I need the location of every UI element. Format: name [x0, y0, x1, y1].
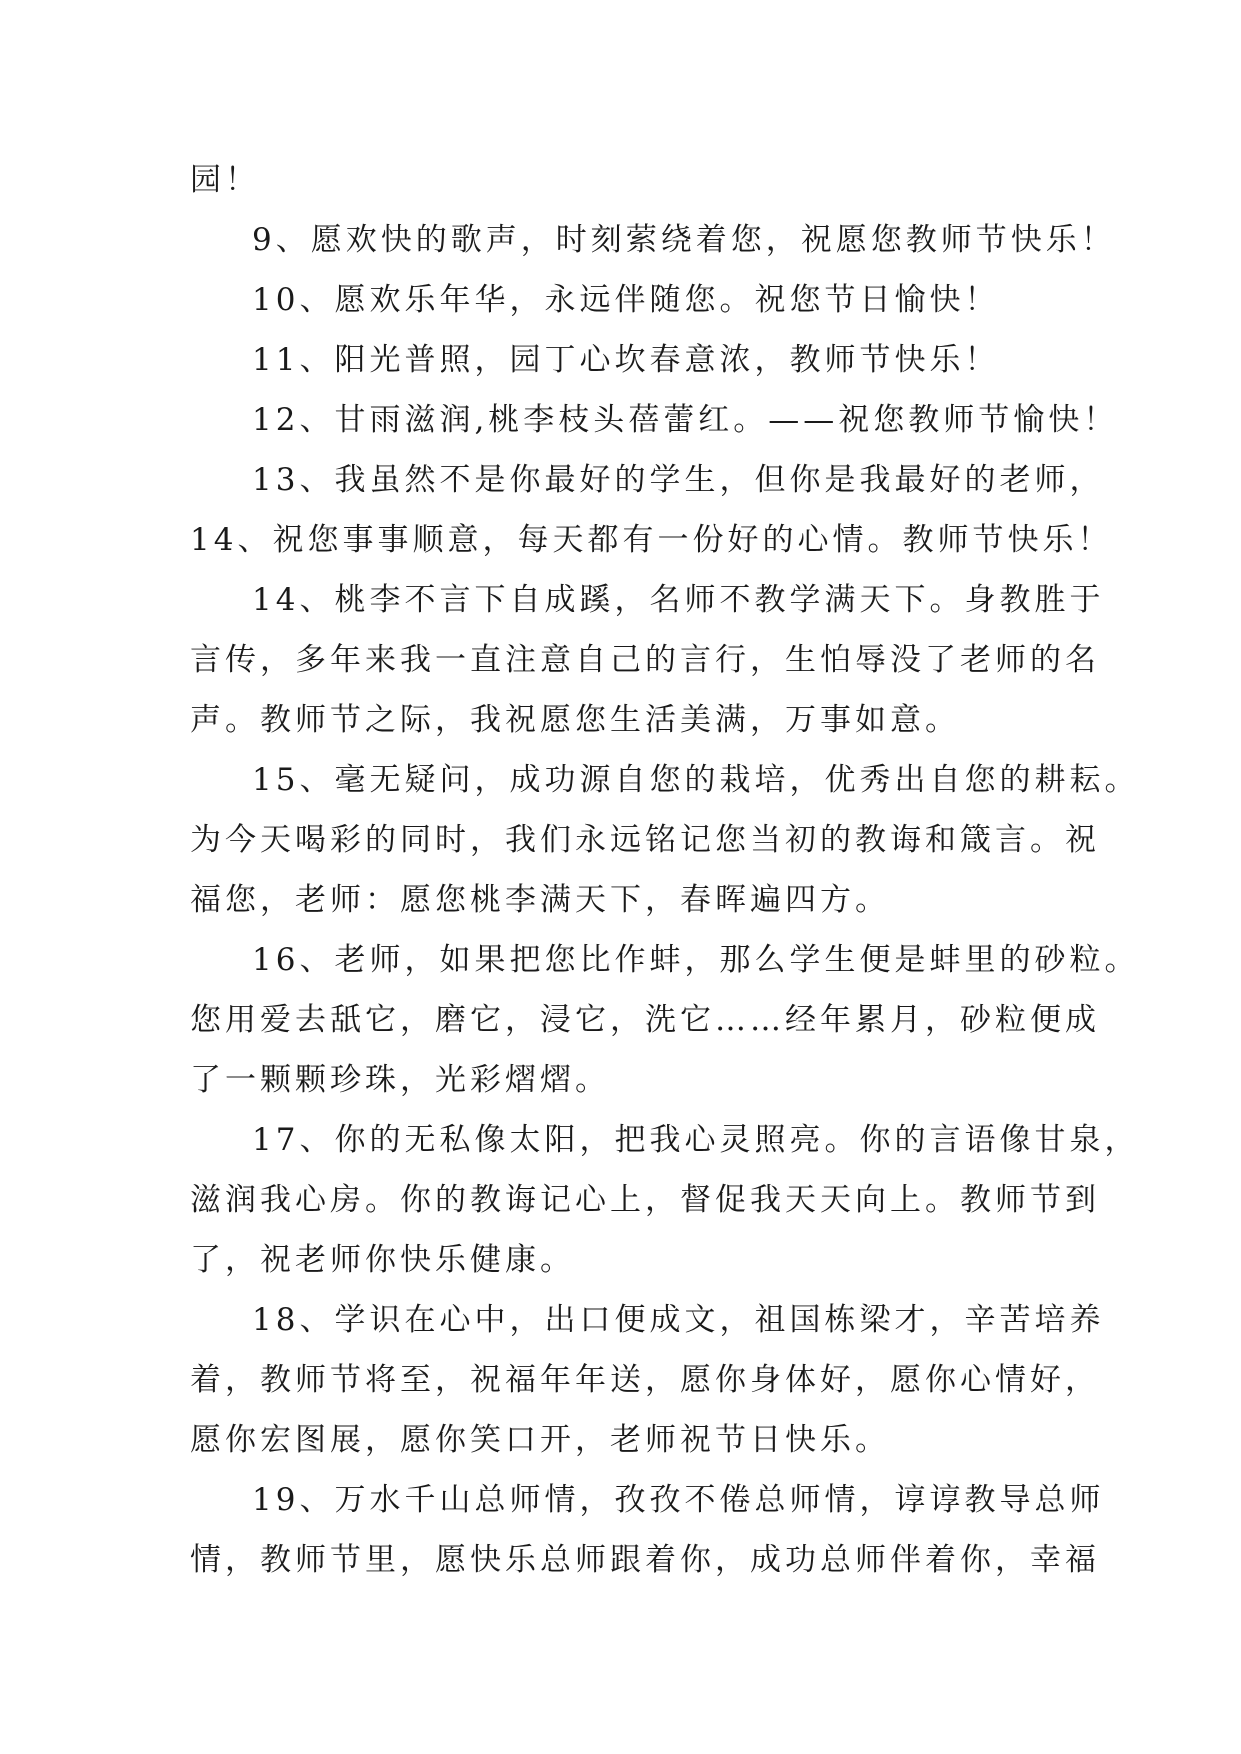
text-line: 19、万水千山总师情，孜孜不倦总师情，谆谆教导总师 — [252, 1482, 1105, 1518]
text-line: 12、甘雨滋润,桃李枝头蓓蕾红。——祝您教师节愉快！ — [252, 402, 1119, 438]
text-line: 声。教师节之际，我祝愿您生活美满，万事如意。 — [190, 702, 960, 738]
text-line: 为今天喝彩的同时，我们永远铭记您当初的教诲和箴言。祝 — [190, 822, 1100, 858]
text-line: 14、祝您事事顺意，每天都有一份好的心情。教师节快乐！ — [190, 522, 1113, 558]
text-line: 15、毫无疑问，成功源自您的栽培，优秀出自您的耕耘。 — [252, 762, 1140, 798]
text-line: 您用爱去舐它，磨它，浸它，洗它……经年累月，砂粒便成 — [190, 1002, 1100, 1038]
text-line: 16、老师，如果把您比作蚌，那么学生便是蚌里的砂粒。 — [252, 942, 1140, 978]
text-line: 福您，老师：愿您桃李满天下，春晖遍四方。 — [190, 882, 890, 918]
text-line: 11、阳光普照，园丁心坎春意浓，教师节快乐！ — [252, 342, 1000, 378]
text-line: 了，祝老师你快乐健康。 — [190, 1242, 575, 1278]
text-line: 滋润我心房。你的教诲记心上，督促我天天向上。教师节到 — [190, 1182, 1100, 1218]
text-line: 言传，多年来我一直注意自己的言行，生怕辱没了老师的名 — [190, 642, 1100, 678]
text-line: 14、桃李不言下自成蹊，名师不教学满天下。身教胜于 — [252, 582, 1105, 618]
text-line: 着，教师节将至，祝福年年送，愿你身体好，愿你心情好， — [190, 1362, 1100, 1398]
text-line: 10、愿欢乐年华，永远伴随您。祝您节日愉快！ — [252, 282, 1000, 318]
text-line: 情，教师节里，愿快乐总师跟着你，成功总师伴着你，幸福 — [190, 1542, 1100, 1578]
document-body — [190, 150, 1140, 1590]
text-line: 17、你的无私像太阳，把我心灵照亮。你的言语像甘泉， — [252, 1122, 1140, 1158]
text-line: 了一颗颗珍珠，光彩熠熠。 — [190, 1062, 610, 1098]
text-line: 13、我虽然不是你最好的学生，但你是我最好的老师， — [252, 462, 1105, 498]
text-line: 18、学识在心中，出口便成文，祖国栋梁才，辛苦培养 — [252, 1302, 1105, 1338]
text-line: 园！ — [190, 162, 260, 198]
text-line: 愿你宏图展，愿你笑口开，老师祝节日快乐。 — [190, 1422, 890, 1458]
text-line: 9、愿欢快的歌声，时刻萦绕着您，祝愿您教师节快乐！ — [252, 222, 1116, 258]
